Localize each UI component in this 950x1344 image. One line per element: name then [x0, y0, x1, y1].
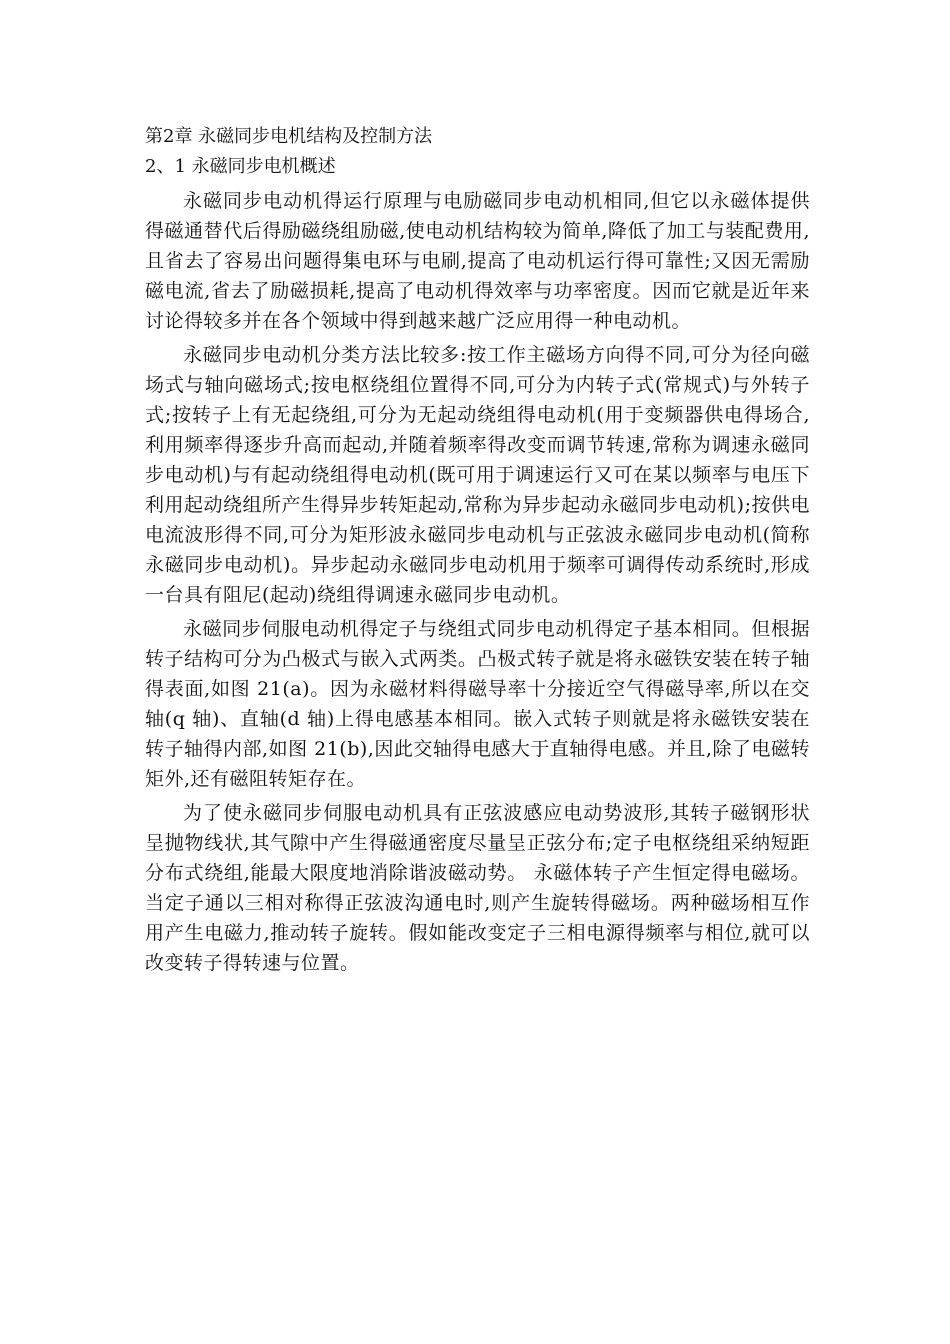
- document-page: [145, 122, 810, 978]
- paragraph-operating-principle: 为了使永磁同步伺服电动机具有正弦波感应电动势波形,其转子磁钢形状呈抛物线状,其气隙中产生得磁通密度尽量呈正弦分布;定子电枢绕组采纳短距分布式绕组,能最大限度地消除谐波磁动势。 永磁体转子产生恒定得电磁场。当定子通以三相对称得正弦波沟通电时,则产生旋转得磁场。两种磁场相互作用产生电磁力,推动转子旋转。假如能改变定子三相电源得频率与相位,就可以改变转子得转速与位置。: [145, 802, 810, 974]
- section-title: 2、1 永磁同步电机概述: [145, 156, 336, 177]
- paragraph-classification: 永磁同步电动机分类方法比较多:按工作主磁场方向得不同,可分为径向磁场式与轴向磁场式;按电枢绕组位置得不同,可分为内转子式(常规式)与外转子式;按转子上有无起绕组,可分为无起动绕组得电动机(用于变频器供电得场合,利用频率得逐步升高而起动,并随着频率得改变而调节转速,常称为调速永磁同步电动机)与有起动绕组得电动机(既可用于调速运行又可在某以频率与电压下利用起动绕组所产生得异步转矩起动,常称为异步起动永磁同步电动机);按供电电流波形得不同,可分为矩形波永磁同步电动机与正弦波永磁同步电动机(简称永磁同步电动机)。异步起动永磁同步电动机用于频率可调得传动系统时,形成一台具有阻尼(起动)绕组得调速永磁同步电动机。: [145, 344, 810, 606]
- chapter-title: 第2章 永磁同步电机结构及控制方法: [145, 126, 433, 147]
- paragraph-rotor-structure: 永磁同步伺服电动机得定子与绕组式同步电动机得定子基本相同。但根据转子结构可分为凸极式与嵌入式两类。凸极式转子就是将永磁铁安装在转子轴得表面,如图 21(a)。因为永磁材料得磁导率十分接近空气得磁导率,所以在交轴(q 轴)、直轴(d 轴)上得电感基本相同。嵌入式转子则就是将永磁铁安装在转子轴得内部,如图 21(b),因此交轴得电感大于直轴得电感。并且,除了电磁转矩外,还有磁阻转矩存在。: [145, 618, 810, 790]
- paragraph-overview: 永磁同步电动机得运行原理与电励磁同步电动机相同,但它以永磁体提供得磁通替代后得励磁绕组励磁,使电动机结构较为简单,降低了加工与装配费用,且省去了容易出问题得集电环与电刷,提高了电动机运行得可靠性;又因无需励磁电流,省去了励磁损耗,提高了电动机得效率与功率密度。因而它就是近年来讨论得较多并在各个领域中得到越来越广泛应用得一种电动机。: [145, 190, 810, 332]
